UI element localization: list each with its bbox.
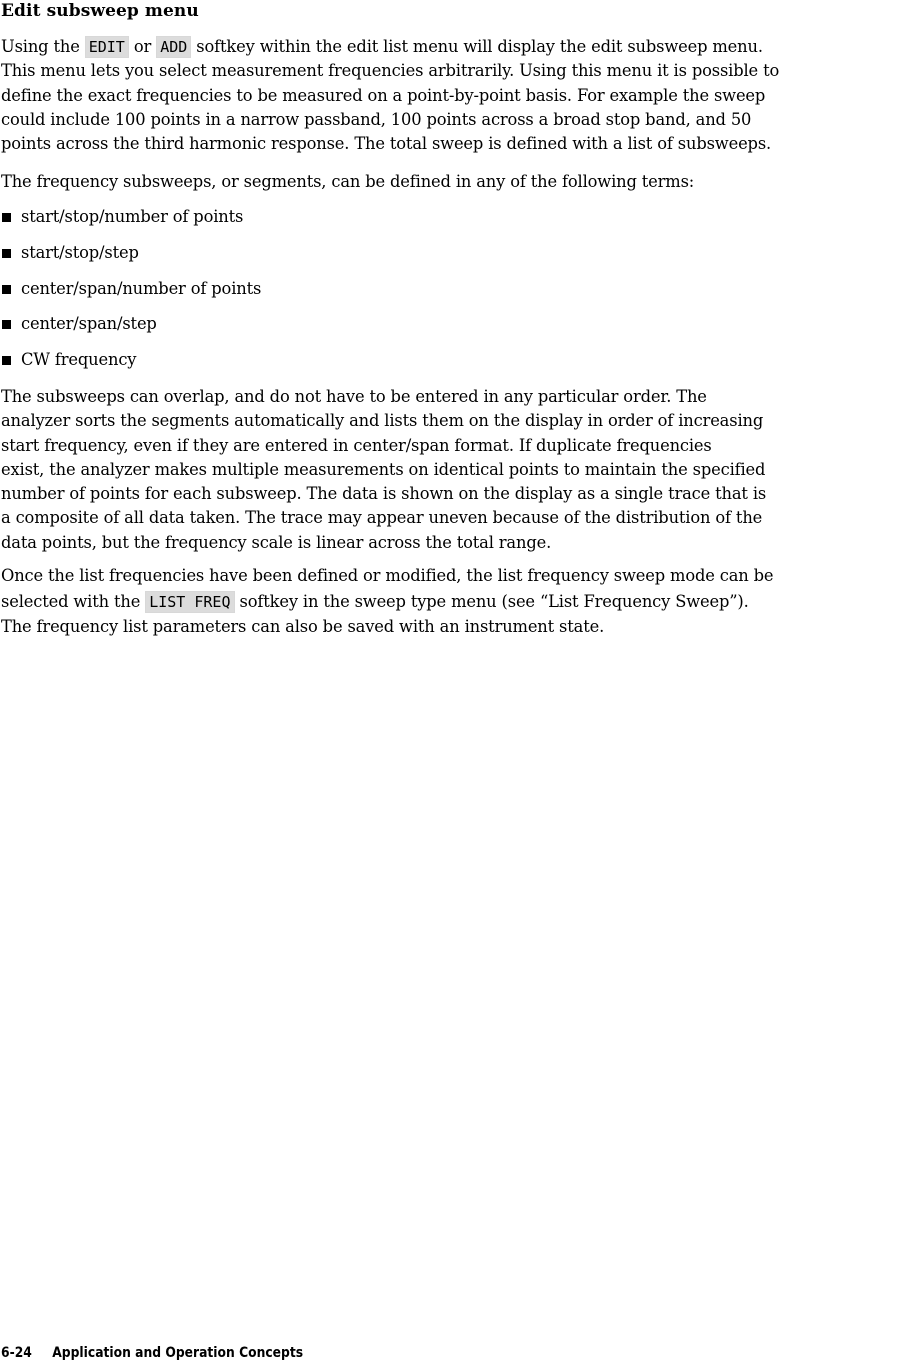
list-item-text: start/stop/step	[21, 242, 139, 262]
intro-line-3: define the exact frequencies to be measured on a point-by-point basis. For example the sweep	[1, 85, 766, 105]
intro-line-5: points across the third harmonic response. The total sweep is defined with a list of subsweeps.	[1, 134, 772, 154]
overlap-paragraph	[1, 385, 899, 555]
bullet-square-icon	[2, 356, 11, 365]
overlap-line-1: The subsweeps can overlap, and do not have to be entered in any particular order. The	[1, 387, 707, 406]
overlap-line-4: exist, the analyzer makes multiple measurements on identical points to maintain the specified	[1, 459, 766, 479]
intro-line-1	[1, 35, 899, 59]
list-item-text: start/stop/number of points	[21, 207, 244, 226]
list-item-text: center/span/number of points	[21, 278, 262, 298]
footer-section-title: Application and Operation Concepts	[52, 1345, 304, 1361]
list-freq-text: selected with the	[1, 592, 146, 612]
bullet-square-icon	[2, 213, 11, 222]
bullet-square-icon	[2, 285, 11, 294]
intro-text: softkey within the edit list menu will display the edit subsweep menu.	[191, 37, 763, 56]
edit-softkey-label: EDIT	[85, 36, 129, 58]
list-freq-line-2	[1, 588, 899, 615]
intro-paragraph	[1, 35, 899, 156]
intro-text: or	[128, 37, 157, 56]
list-freq-line-1: Once the list frequencies have been defined or modified, the list frequency sweep mode can be	[1, 566, 774, 585]
bullet-square-icon	[2, 320, 11, 329]
list-freq-line-3: The frequency list parameters can also be saved with an instrument state.	[1, 617, 605, 637]
overlap-line-7: data points, but the frequency scale is linear across the total range.	[1, 532, 552, 552]
overlap-line-5: number of points for each subsweep. The data is shown on the display as a single trace that is	[1, 484, 767, 504]
bullet-square-icon	[2, 249, 11, 258]
list-freq-text: softkey in the sweep type menu (see “List Frequency Sweep”).	[234, 592, 749, 612]
segments-intro-paragraph: The frequency subsweeps, or segments, can be defined in any of the following terms:	[1, 172, 695, 191]
list-item	[1, 241, 261, 277]
section-heading: Edit subsweep menu	[1, 1, 199, 21]
segment-terms-list	[1, 205, 261, 384]
list-freq-paragraph	[1, 564, 899, 640]
overlap-line-2: analyzer sorts the segments automatically and lists them on the display in order of increasing	[1, 411, 764, 431]
list-item-text: center/span/step	[21, 314, 157, 334]
list-item-text: CW frequency	[21, 350, 137, 370]
list-item	[1, 312, 261, 348]
list-freq-softkey-label: LIST FREQ	[145, 591, 234, 613]
intro-line-2: This menu lets you select measurement frequencies arbitrarily. Using this menu it is possible to	[1, 61, 780, 81]
overlap-line-3: start frequency, even if they are entered in center/span format. If duplicate frequencies	[1, 435, 712, 455]
add-softkey-label: ADD	[156, 36, 191, 58]
intro-text: Using the	[1, 37, 85, 56]
list-item	[1, 277, 261, 313]
overlap-line-6: a composite of all data taken. The trace may appear uneven because of the distribution of the	[1, 508, 763, 528]
page-number: 6-24	[1, 1345, 32, 1361]
intro-line-4: could include 100 points in a narrow passband, 100 points across a broad stop band, and 50	[1, 109, 752, 129]
list-item	[1, 348, 261, 384]
list-item	[1, 205, 261, 241]
page-footer	[1, 1343, 303, 1363]
